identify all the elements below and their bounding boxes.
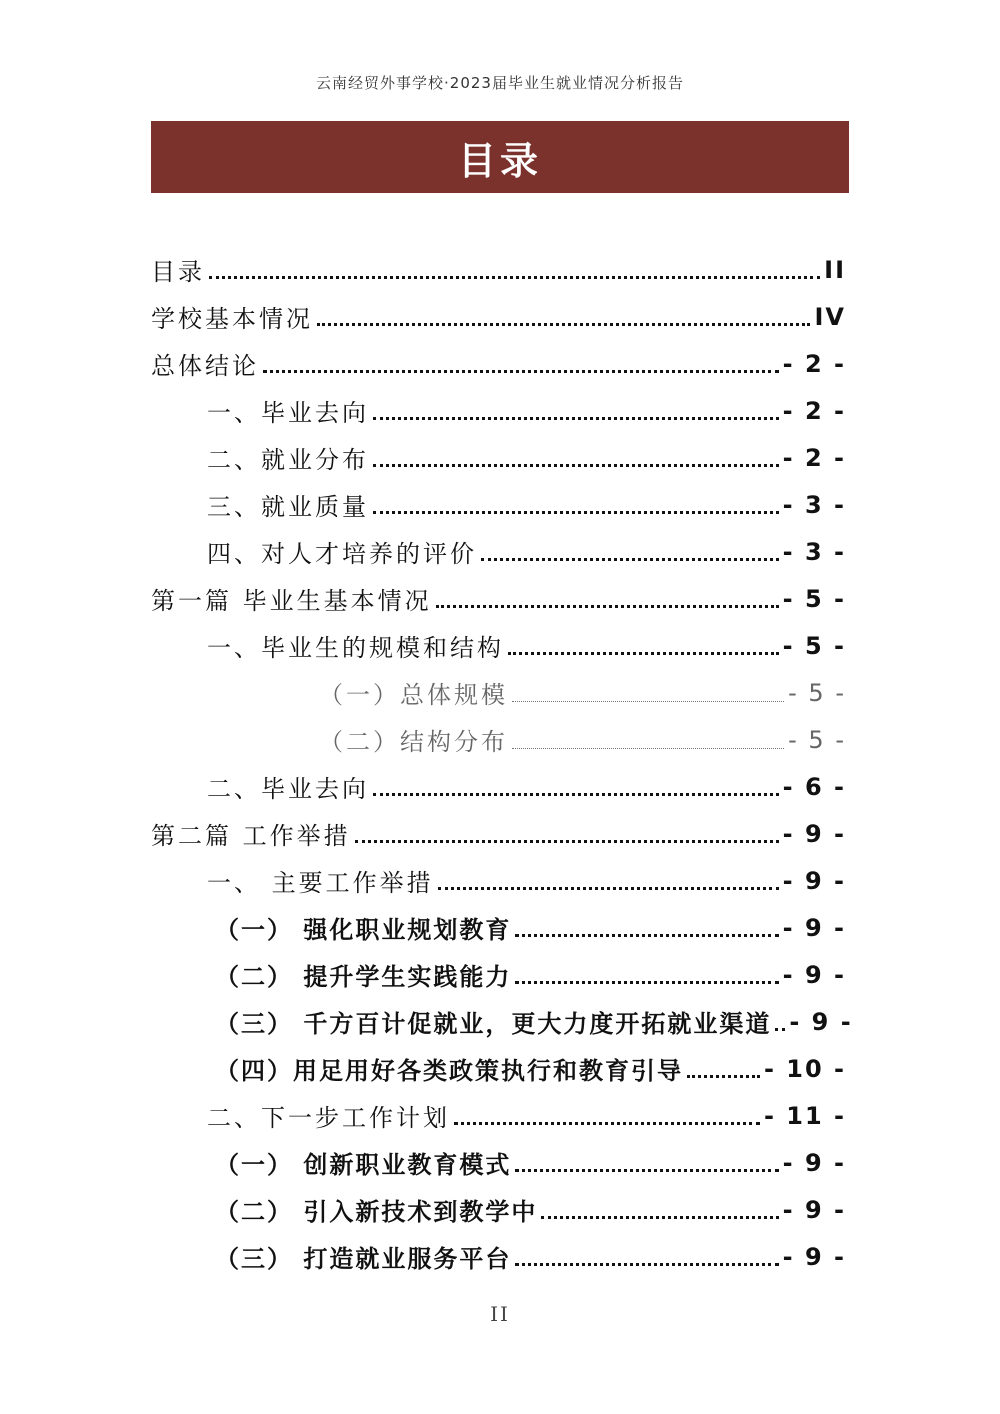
toc-entry[interactable] <box>151 481 849 528</box>
page-number: II <box>490 1302 510 1326</box>
toc-entry[interactable] <box>151 1045 849 1092</box>
toc-dot-leader <box>436 605 779 608</box>
toc-entry[interactable] <box>151 622 849 669</box>
toc-entry[interactable] <box>151 810 849 857</box>
toc-entry[interactable] <box>151 763 849 810</box>
toc-entry[interactable] <box>151 340 849 387</box>
toc-entry-page: - 9 - <box>782 913 846 942</box>
toc-entry[interactable] <box>151 857 849 904</box>
toc-entry-label: 总体结论 <box>151 352 259 380</box>
toc-entry-label: 四、对人才培养的评价 <box>207 540 477 568</box>
toc-entry-page: - 2 - <box>782 349 846 378</box>
toc-entry-page: - 9 - <box>782 1195 846 1224</box>
toc-entry-label: （二）结构分布 <box>319 728 508 756</box>
toc-entry[interactable] <box>151 998 853 1045</box>
toc-dot-leader <box>373 464 779 467</box>
toc-entry-page: - 9 - <box>782 1242 846 1271</box>
toc-entry-page: - 9 - <box>782 866 846 895</box>
toc-dot-leader <box>317 323 810 326</box>
toc-entry-label: （一） 创新职业教育模式 <box>215 1151 512 1179</box>
toc-entry[interactable] <box>151 1092 849 1139</box>
toc-entry-page: - 2 - <box>782 396 846 425</box>
toc-dot-leader <box>515 934 778 937</box>
toc-dot-leader <box>515 981 778 984</box>
toc-entry-label: 三、就业质量 <box>207 493 369 521</box>
toc-entry-page: - 10 - <box>763 1054 846 1083</box>
toc-entry[interactable] <box>151 434 849 481</box>
toc-dot-leader <box>355 840 779 843</box>
toc-dot-leader <box>438 887 779 890</box>
toc-entry[interactable] <box>151 669 849 716</box>
toc-dot-leader <box>263 370 779 373</box>
toc-dot-leader <box>373 511 779 514</box>
table-of-contents <box>151 246 853 1280</box>
toc-dot-leader <box>512 701 784 702</box>
toc-entry-label: （三） 千方百计促就业，更大力度开拓就业渠道 <box>215 1010 772 1038</box>
toc-entry[interactable] <box>151 716 849 763</box>
toc-entry-label: 第二篇 工作举措 <box>151 822 351 850</box>
toc-entry-page: - 5 - <box>788 678 846 707</box>
toc-entry-label: 一、 主要工作举措 <box>207 869 434 897</box>
toc-entry-page: - 3 - <box>782 490 846 519</box>
toc-entry-page: - 9 - <box>789 1007 853 1036</box>
toc-entry-label: 第一篇 毕业生基本情况 <box>151 587 432 615</box>
toc-entry-page: - 2 - <box>782 443 846 472</box>
title-banner <box>151 121 849 193</box>
toc-entry-label: 二、就业分布 <box>207 446 369 474</box>
toc-dot-leader <box>515 1263 778 1266</box>
toc-dot-leader <box>541 1216 778 1219</box>
toc-entry-page: - 5 - <box>782 584 846 613</box>
toc-entry[interactable] <box>151 904 849 951</box>
toc-entry-label: （一）总体规模 <box>319 681 508 709</box>
toc-entry[interactable] <box>151 387 849 434</box>
toc-entry-label: 一、毕业生的规模和结构 <box>207 634 504 662</box>
toc-entry[interactable] <box>151 1233 849 1280</box>
toc-entry[interactable] <box>151 246 849 293</box>
toc-entry-label: 目录 <box>151 258 205 286</box>
toc-entry-label: 一、毕业去向 <box>207 399 369 427</box>
toc-entry-label: 学校基本情况 <box>151 305 313 333</box>
toc-entry-label: （三） 打造就业服务平台 <box>215 1245 512 1273</box>
toc-dot-leader <box>515 1169 778 1172</box>
toc-dot-leader <box>687 1075 760 1078</box>
toc-entry[interactable] <box>151 575 849 622</box>
toc-entry-label: （二） 引入新技术到教学中 <box>215 1198 538 1226</box>
toc-entry-label: （一） 强化职业规划教育 <box>215 916 512 944</box>
toc-entry-page: - 5 - <box>782 631 846 660</box>
toc-entry[interactable] <box>151 528 849 575</box>
toc-entry[interactable] <box>151 1139 849 1186</box>
toc-dot-leader <box>373 417 779 420</box>
toc-entry-page: - 11 - <box>763 1101 846 1130</box>
page-title: 目录 <box>457 138 542 183</box>
toc-dot-leader <box>454 1122 760 1125</box>
toc-dot-leader <box>508 652 779 655</box>
toc-entry-page: - 6 - <box>782 772 846 801</box>
toc-entry-page: - 5 - <box>788 725 846 754</box>
toc-entry-page: - 3 - <box>782 537 846 566</box>
toc-dot-leader <box>373 793 779 796</box>
toc-entry[interactable] <box>151 1186 849 1233</box>
toc-dot-leader <box>209 276 820 279</box>
toc-entry-page: - 9 - <box>782 1148 846 1177</box>
toc-entry[interactable] <box>151 951 849 998</box>
toc-entry-page: - 9 - <box>782 819 846 848</box>
toc-entry-label: （二） 提升学生实践能力 <box>215 963 512 991</box>
running-header: 云南经贸外事学校·2023届毕业生就业情况分析报告 <box>316 74 684 92</box>
toc-entry-page: - 9 - <box>782 960 846 989</box>
toc-entry-page: IV <box>814 302 846 331</box>
toc-entry[interactable] <box>151 293 849 340</box>
toc-entry-label: 二、毕业去向 <box>207 775 369 803</box>
toc-dot-leader <box>775 1028 785 1031</box>
toc-entry-label: 二、下一步工作计划 <box>207 1104 450 1132</box>
toc-entry-page: II <box>824 255 846 284</box>
toc-entry-label: （四）用足用好各类政策执行和教育引导 <box>215 1057 683 1085</box>
toc-dot-leader <box>481 558 779 561</box>
toc-dot-leader <box>512 748 784 749</box>
